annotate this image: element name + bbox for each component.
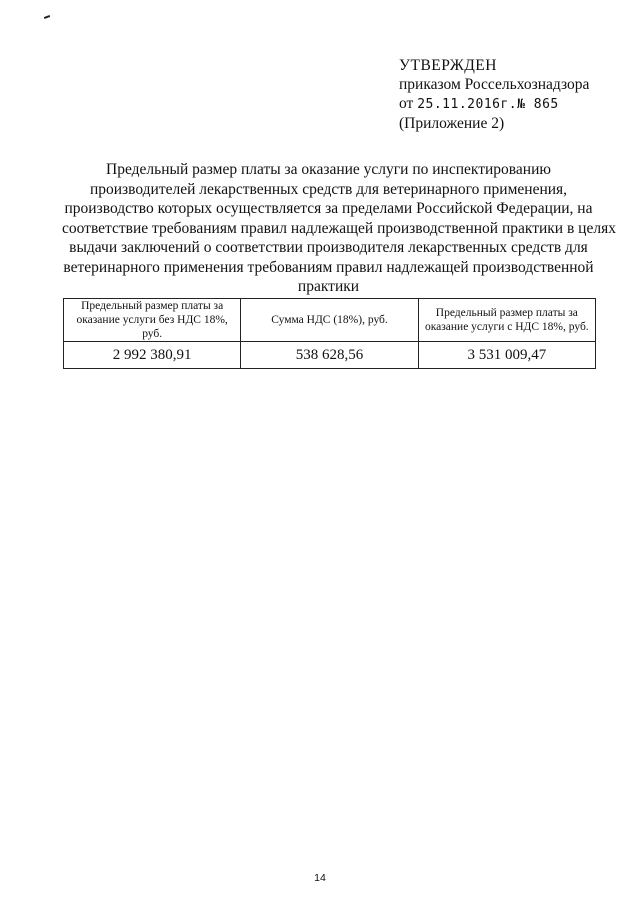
header-fee-without-vat: Предельный размер платы за оказание услуги без НДС 18%, руб. <box>64 299 241 342</box>
heading-line: производителей лекарственных средств для ветеринарного применения, <box>89 180 568 198</box>
page-number: 14 <box>314 872 326 884</box>
approval-stamp-block <box>399 56 619 133</box>
cell-fee-without-vat: 2 992 380,91 <box>64 342 241 369</box>
cell-vat-amount: 538 628,56 <box>241 342 418 369</box>
heading-line: практики <box>297 278 360 295</box>
table-header-row <box>64 299 596 342</box>
heading-line: производство которых осуществляется за пределами Российской Федерации, на <box>64 200 593 217</box>
approval-date: 25.11.2016г.№ 865 <box>417 97 559 112</box>
scan-artifact-mark <box>44 15 50 19</box>
approval-appendix: (Приложение 2) <box>399 115 505 132</box>
heading-line: ветеринарного применения требованиям правил надлежащей производственной <box>63 258 594 276</box>
heading-line: выдачи заключений о соответствии производителя лекарственных средств для <box>69 239 588 256</box>
heading-line: соответствие требованиям правил надлежащей производственной практики в целях <box>62 219 616 237</box>
header-vat-amount: Сумма НДС (18%), руб. <box>241 299 418 342</box>
approval-order: приказом Россельхознадзора <box>399 76 590 93</box>
approval-date-line <box>399 94 619 114</box>
cell-fee-with-vat: 3 531 009,47 <box>418 342 595 369</box>
approval-date-prefix: от <box>399 95 418 112</box>
heading-line: Предельный размер платы за оказание услуги по инспектированию <box>106 161 551 178</box>
document-heading <box>62 160 616 297</box>
table-row <box>64 342 596 369</box>
header-fee-with-vat: Предельный размер платы за оказание услуги с НДС 18%, руб. <box>418 299 595 342</box>
fee-table <box>63 298 596 369</box>
approval-title: УТВЕРЖДЕН <box>399 57 497 74</box>
